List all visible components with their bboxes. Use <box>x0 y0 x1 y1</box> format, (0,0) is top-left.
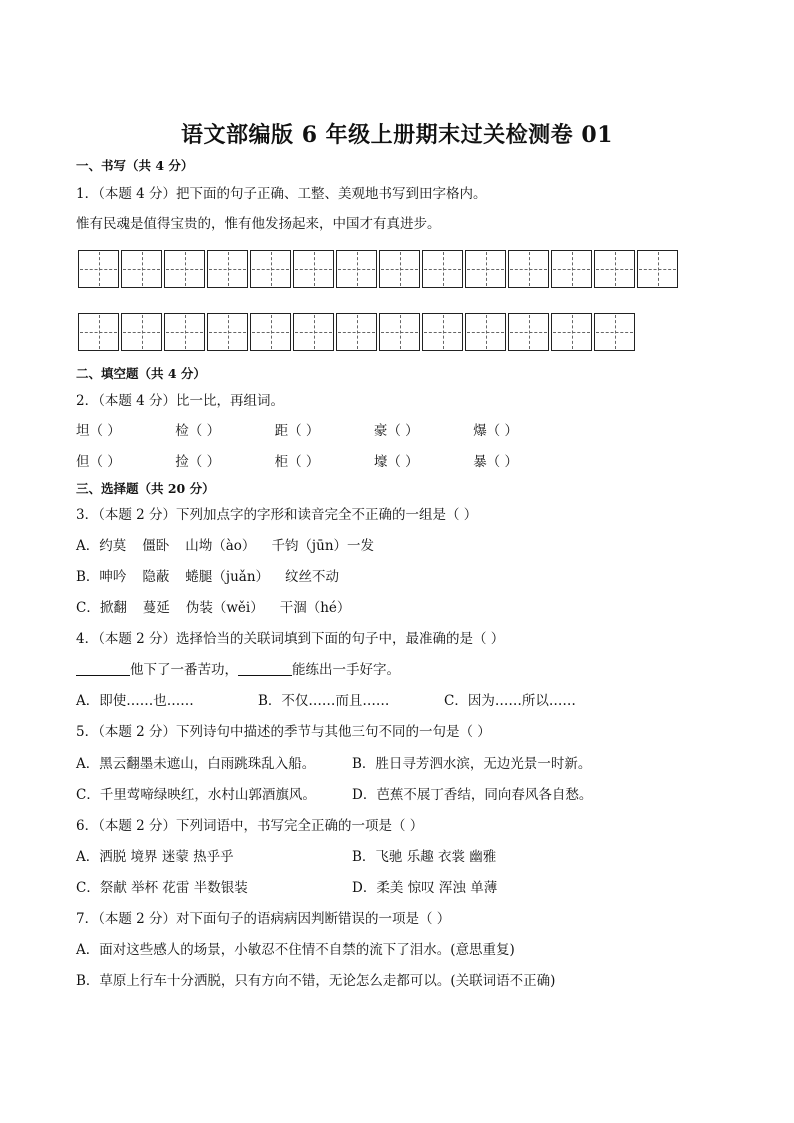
option-text: 伪装（wěi） <box>185 600 264 616</box>
answer-blank[interactable] <box>76 661 130 676</box>
question-1: 1．（本题 4 分）把下面的句子正确、工整、美观地书写到田字格内。 <box>76 186 487 202</box>
q5-option-a[interactable]: A．黑云翻墨未遮山，白雨跳珠乱入船。 <box>76 756 316 772</box>
grid-cell[interactable] <box>121 313 162 351</box>
q5-option-b[interactable]: B．胜日寻芳泗水滨，无边光景一时新。 <box>352 756 592 772</box>
grid-cell[interactable] <box>207 313 248 351</box>
option-text: 纹丝不动 <box>285 569 340 585</box>
grid-cell[interactable] <box>250 250 291 288</box>
grid-cell[interactable] <box>78 250 119 288</box>
grid-cell[interactable] <box>164 250 205 288</box>
grid-cell[interactable] <box>207 250 248 288</box>
grid-cell[interactable] <box>336 313 377 351</box>
grid-cell[interactable] <box>422 313 463 351</box>
q3-option-a[interactable] <box>76 537 390 555</box>
question-7: 7．（本题 2 分）对下面句子的语病病因判断错误的一项是（ ） <box>76 911 451 927</box>
word-blank[interactable]: 但（ ） <box>76 454 121 470</box>
section3-heading: 三、选择题（共 20 分） <box>76 481 215 496</box>
writing-grid-row-2 <box>78 313 637 351</box>
word-blank[interactable]: 豪（ ） <box>373 423 419 439</box>
q3-option-c[interactable] <box>76 599 366 617</box>
answer-blank[interactable] <box>238 661 292 676</box>
q4-option-a[interactable]: A．即使……也…… <box>76 693 194 709</box>
grid-cell[interactable] <box>121 250 162 288</box>
q3-option-b[interactable] <box>76 568 355 586</box>
grid-cell[interactable] <box>508 313 549 351</box>
q6-option-b[interactable]: B．飞驰 乐趣 衣裳 幽雅 <box>352 849 497 865</box>
grid-cell[interactable] <box>78 313 119 351</box>
grid-cell[interactable] <box>551 313 592 351</box>
option-text: A．约莫 <box>76 538 127 554</box>
word-blank[interactable]: 壕（ ） <box>373 454 419 470</box>
option-text: 千钧（jūn）一发 <box>271 538 375 554</box>
word-blank[interactable]: 捡（ ） <box>175 454 221 470</box>
grid-cell[interactable] <box>637 250 678 288</box>
q7-option-a[interactable]: A．面对这些感人的场景，小敏忍不住情不自禁的流下了泪水。(意思重复) <box>76 942 515 958</box>
option-text: C．掀翻 <box>76 600 127 616</box>
word-pair-row-1 <box>76 422 568 440</box>
grid-cell[interactable] <box>594 250 635 288</box>
section2-heading: 二、填空题（共 4 分） <box>76 366 206 381</box>
question-2: 2．（本题 4 分）比一比，再组词。 <box>76 393 285 409</box>
sentence-part: 他下了一番苦功， <box>130 662 238 678</box>
word-blank[interactable]: 暴（ ） <box>473 454 518 470</box>
word-blank[interactable]: 爆（ ） <box>473 423 518 439</box>
grid-cell[interactable] <box>551 250 592 288</box>
grid-cell[interactable] <box>293 250 334 288</box>
grid-cell[interactable] <box>422 250 463 288</box>
question-3: 3．（本题 2 分）下列加点字的字形和读音完全不正确的一组是（ ） <box>76 507 478 523</box>
question-6: 6．（本题 2 分）下列词语中，书写完全正确的一项是（ ） <box>76 818 424 834</box>
q6-option-c[interactable]: C．祭献 举杯 花雷 半数银装 <box>76 880 248 896</box>
copy-sentence: 惟有民魂是值得宝贵的，惟有他发扬起来，中国才有真进步。 <box>76 216 441 232</box>
q5-option-d[interactable]: D．芭蕉不展丁香结，同向春风各自愁。 <box>352 787 593 803</box>
option-text: 干涸（hé） <box>279 600 351 616</box>
grid-cell[interactable] <box>465 313 506 351</box>
q6-option-d[interactable]: D．柔美 惊叹 浑浊 单薄 <box>352 880 498 896</box>
q6-option-a[interactable]: A．洒脱 境界 迷蒙 热乎乎 <box>76 849 234 865</box>
word-blank[interactable]: 距（ ） <box>274 423 320 439</box>
grid-cell[interactable] <box>594 313 635 351</box>
grid-cell[interactable] <box>164 313 205 351</box>
option-text: 蜷腿（juǎn） <box>185 569 270 585</box>
grid-cell[interactable] <box>508 250 549 288</box>
option-text: 山坳（ào） <box>185 538 256 554</box>
q4-option-c[interactable]: C．因为……所以…… <box>444 693 576 709</box>
sentence-part: 能练出一手好字。 <box>292 662 400 678</box>
word-blank[interactable]: 柜（ ） <box>274 454 320 470</box>
word-pair-row-2 <box>76 453 568 471</box>
grid-cell[interactable] <box>293 313 334 351</box>
grid-cell[interactable] <box>379 250 420 288</box>
question-4: 4．（本题 2 分）选择恰当的关联词填到下面的句子中，最准确的是（ ） <box>76 631 505 647</box>
word-blank[interactable]: 检（ ） <box>175 423 221 439</box>
q7-option-b[interactable]: B．草原上行车十分洒脱，只有方向不错，无论怎么走都可以。(关联词语不正确) <box>76 973 556 989</box>
grid-cell[interactable] <box>379 313 420 351</box>
word-blank[interactable]: 坦（ ） <box>76 423 121 439</box>
writing-grid-row-1 <box>78 250 680 288</box>
grid-cell[interactable] <box>465 250 506 288</box>
option-text: 蔓延 <box>142 600 170 616</box>
grid-cell[interactable] <box>250 313 291 351</box>
q4-option-b[interactable]: B．不仅……而且…… <box>258 693 390 709</box>
grid-cell[interactable] <box>336 250 377 288</box>
question-5: 5．（本题 2 分）下列诗句中描述的季节与其他三句不同的一句是（ ） <box>76 724 491 740</box>
option-text: B．呻吟 <box>76 569 127 585</box>
section1-heading: 一、书写（共 4 分） <box>76 158 194 173</box>
q4-sentence <box>76 661 400 679</box>
q5-option-c[interactable]: C．千里莺啼绿映红，水村山郭酒旗风。 <box>76 787 316 803</box>
option-text: 隐蔽 <box>142 569 170 585</box>
option-text: 僵卧 <box>142 538 170 554</box>
page-title: 语文部编版 6 年级上册期末过关检测卷 01 <box>181 122 613 148</box>
